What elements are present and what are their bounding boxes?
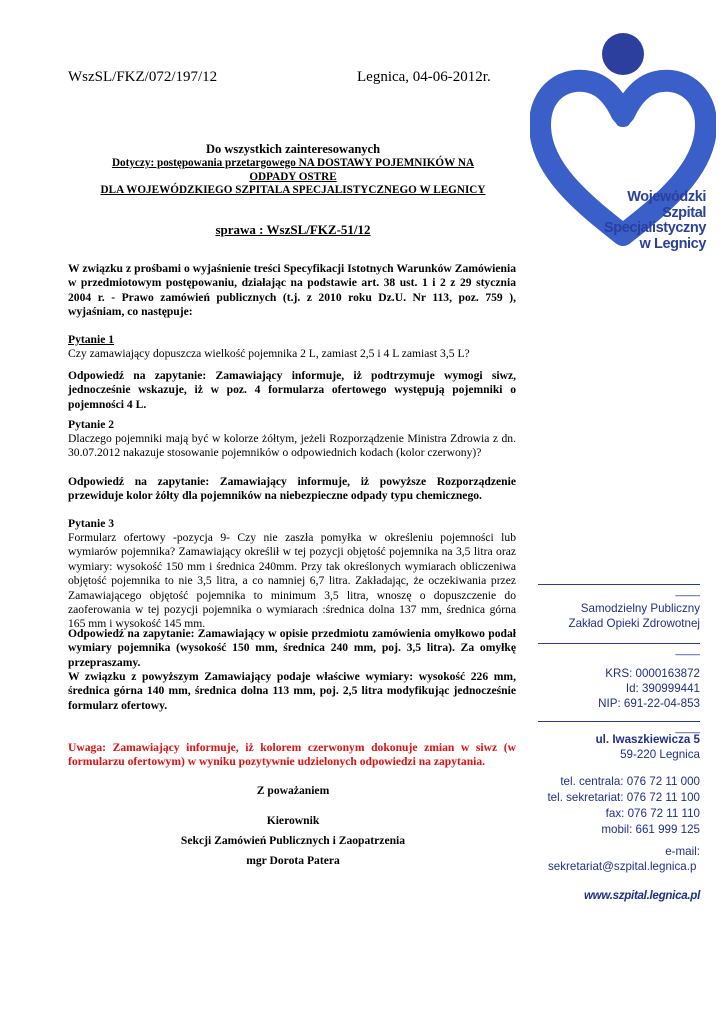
answer-1-text: Odpowiedź na zapytanie: Zamawiający informuje, iż podtrzymuje wymogi siwz, jednocześnie wskazuje, iż w poz. 4 formularza ofertowego występują pojemniki o pojemności 4 L. <box>68 369 516 411</box>
nip-number: NIP: 691-22-04-853 <box>598 697 700 710</box>
question-2-title: Pytanie 2 <box>68 418 115 431</box>
sidebar-contact <box>538 578 700 903</box>
krs-number: KRS: 0000163872 <box>605 667 700 680</box>
street-address: ul. Iwaszkiewicza 5 <box>595 733 700 746</box>
city-address: 59-220 Legnica <box>620 748 700 761</box>
email-link[interactable]: sekretariat@szpital.legnica.p <box>548 860 697 873</box>
logo-line-1: Wojewódzki <box>627 189 706 205</box>
logo-line-2: Szpital <box>662 204 706 221</box>
greeting: Z poważaniem <box>256 784 330 797</box>
subject-line-2: ODPADY OSTRE <box>249 170 337 183</box>
question-3-text: Formularz ofertowy -pozycja 9- Czy nie zaszła pomyłka w określeniu pojemności lub wymiarów pojemnika? Zamawiający określił w tej pozycji objętość pojemnika na 3,5 litra oraz wymiary: wysokość 150 mm i średnica 240mm. Przy tak określonych wymiarach obliczeniwa objętość pojemnika to nie 3,5 litra, a co namniej 6,7 litra. Zakładając, że oczekiwania przez Zamawiającego objętość pojemnika to minimum 3,5 litra, wnoszę o dopuszczenie do zaoferowania w tej pozycji pojemnika o wymiarach :średnica dolna 137 mm, średnica górna 165 mm i wysokość 145 mm. <box>68 531 516 631</box>
question-1-text: Czy zamawiający dopuszcza wielkość pojemnika 2 L, zamiast 2,5 i 4 L zamiast 3,5 L? <box>68 347 470 360</box>
website-link[interactable]: www.szpital.legnica.pl <box>583 889 700 902</box>
signer-department: Sekcji Zamówień Publicznych i Zaopatrzenia <box>180 834 406 847</box>
addressee-block <box>70 142 516 198</box>
signer-role: Kierownik <box>266 814 320 827</box>
closing-block <box>70 784 516 868</box>
change-notice: Uwaga: Zamawiający informuje, iż kolorem czerwonym dokonuje zmian w siwz (w formularzu ofertowym) w wyniku pozytywnie udzielonych odpowiedzi na zapytania. <box>68 741 516 769</box>
subject-line-3: DLA WOJEWÓDZKIEGO SZPITALA SPECJALISTYCZNEGO W LEGNICY <box>100 184 486 196</box>
logo-wordmark <box>590 190 706 252</box>
question-2-text: Dlaczego pojemniki mają być w kolorze żółtym, jeżeli Rozporządzenie Ministra Zdrowia z dn. 30.07.2012 nakazuje stosowanie pojemników o odpowiednich kodach (kolor czerwony)? <box>68 432 516 460</box>
signer-name: mgr Dorota Patera <box>246 854 340 867</box>
phone-secretariat: tel. sekretariat: 076 72 11 100 <box>547 791 700 804</box>
logo-line-3: Specjalistyczny <box>604 220 706 236</box>
org-name-2: Zakład Opieki Zdrowotnej <box>568 617 700 630</box>
fax-number: fax: 076 72 11 110 <box>605 807 700 820</box>
answer-2-text: Odpowiedź na zapytanie: Zamawiający informuje, iż powyższe Rozporządzenie przewiduje kolor żółty dla pojemników na niebezpieczne odpady typu chemicznego. <box>68 475 516 503</box>
question-3-title: Pytanie 3 <box>68 517 115 530</box>
rule-tail: ____ <box>675 722 700 734</box>
answer-3-text: Odpowiedź na zapytanie: Zamawiający w opisie przedmiotu zamówienia omyłkowo podał wymiary pojemnika (wysokość 150 mm, średnica 240 mm, poj. 3,5 litra). Za omyłkę przepraszamy. <box>68 627 516 669</box>
intro-paragraph: W związku z prośbami o wyjaśnienie treści Specyfikacji Istotnych Warunków Zamówienia w przedmiotowym postępowaniu, działając na podstawie art. 38 ust. 1 i 2 z 29 stycznia 2004 r. - Prawo zamówień publicznych (t.j. z 2010 roku Dz.U. Nr 113, poz. 759 ), wyjaśniam, co następuje: <box>68 262 516 319</box>
question-1-title: Pytanie 1 <box>68 333 115 346</box>
rule-tail: ____ <box>675 585 700 597</box>
logo-line-4: w Legnicy <box>639 235 706 252</box>
document-reference: WszSL/FKZ/072/197/12 <box>68 69 218 85</box>
answer-3-correction: W związku z powyższym Zamawiający podaje właściwe wymiary: wysokość 226 mm, średnica górna 140 mm, średnica dolna 113 mm, poj. 2,5 litra modyfikując jednocześnie formularz ofertowy. <box>68 670 516 712</box>
rule-tail: ____ <box>675 644 700 656</box>
subject-line: Dotyczy: postępowania przetargowego NA DOSTAWY POJEMNIKÓW NA <box>111 157 475 169</box>
mobile-number: mobil: 661 999 125 <box>601 823 700 836</box>
org-name-1: Samodzielny Publiczny <box>580 602 700 615</box>
place-date: Legnica, 04-06-2012r. <box>357 69 491 85</box>
case-number: sprawa : WszSL/FKZ-51/12 <box>215 222 371 237</box>
addressee-line: Do wszystkich zainteresowanych <box>205 142 381 156</box>
email-label: e-mail: <box>665 845 700 858</box>
phone-central: tel. centrala: 076 72 11 000 <box>560 775 700 788</box>
id-number: Id: 390999441 <box>625 682 700 695</box>
